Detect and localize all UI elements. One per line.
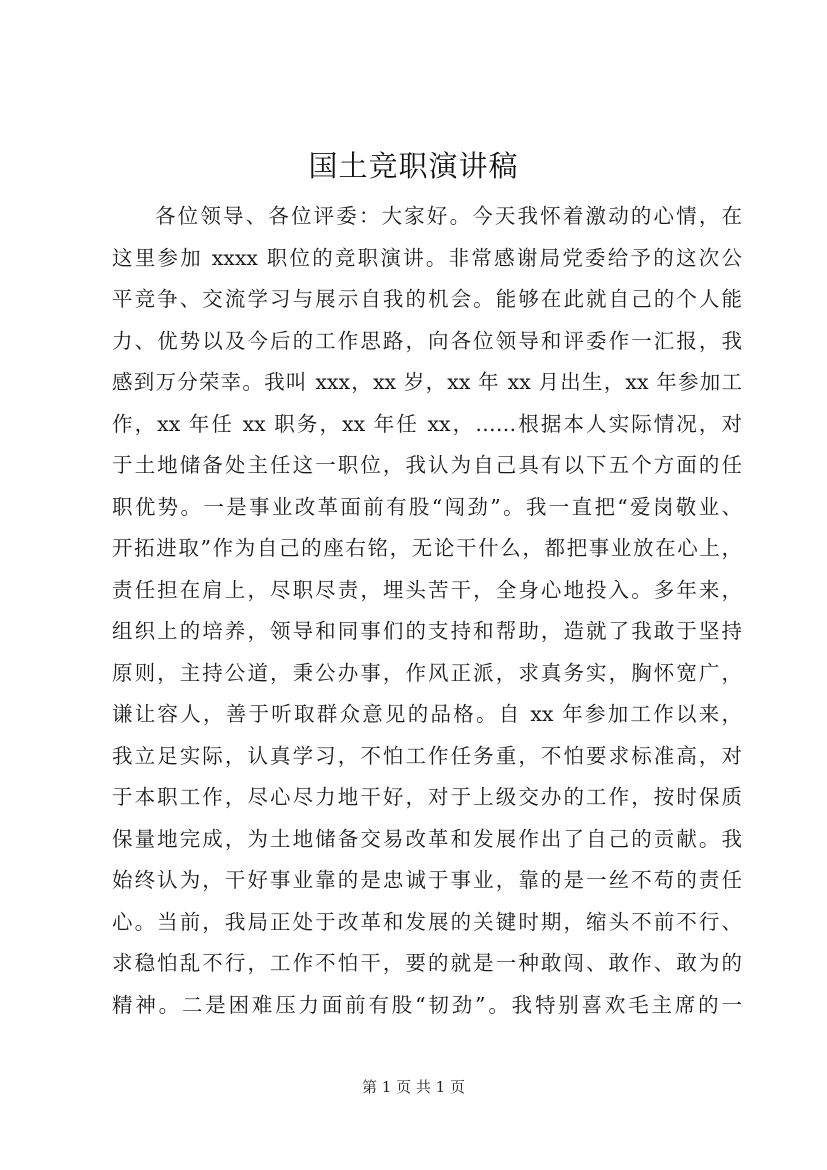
body-line: 各位领导、各位评委：大家好。今天我怀着激动的心情，在	[155, 204, 742, 228]
document-body	[112, 196, 742, 1026]
body-line: 感到万分荣幸。我叫 xxx，xx 岁，xx 年 xx 月出生，xx 年参加工	[112, 370, 742, 394]
body-line: 谦让容人，善于听取群众意见的品格。自 xx 年参加工作以来，	[112, 702, 742, 726]
body-line: 开拓进取”作为自己的座右铭，无论干什么，都把事业放在心上，	[112, 536, 742, 560]
body-line: 作，xx 年任 xx 职务，xx 年任 xx，……根据本人实际情况，对	[112, 411, 742, 436]
body-line: 职优势。一是事业改革面前有股“闯劲”。我一直把“爱岗敬业、	[112, 494, 742, 519]
body-line: 始终认为，干好事业靠的是忠诚于事业，靠的是一丝不苟的责任	[112, 868, 742, 892]
body-line: 于本职工作，尽心尽力地干好，对于上级交办的工作，按时保质	[112, 785, 742, 809]
body-line: 精神。二是困难压力面前有股“韧劲”。我特别喜欢毛主席的一	[112, 992, 742, 1017]
body-line: 保量地完成，为土地储备交易改革和发展作出了自己的贡献。我	[112, 826, 742, 851]
page-footer: 第 1 页 共 1 页	[362, 1078, 465, 1096]
body-line: 组织上的培养，领导和同事们的支持和帮助，造就了我敢于坚持	[112, 619, 742, 643]
body-line: 责任担在肩上，尽职尽责，埋头苦干，全身心地投入。多年来，	[112, 577, 742, 602]
body-line: 心。当前，我局正处于改革和发展的关键时期，缩头不前不行、	[112, 909, 742, 934]
body-line: 求稳怕乱不行，工作不怕干，要的就是一种敢闯、敢作、敢为的	[112, 951, 742, 975]
body-line: 原则，主持公道，秉公办事，作风正派，求真务实，胸怀宽广，	[112, 660, 742, 685]
body-line: 这里参加 xxxx 职位的竞职演讲。非常感谢局党委给予的这次公	[112, 245, 742, 270]
body-line: 于土地储备处主任这一职位，我认为自己具有以下五个方面的任	[112, 453, 742, 477]
body-line: 力、优势以及今后的工作思路，向各位领导和评委作一汇报，我	[112, 328, 742, 353]
document-title: 国土竞职演讲稿	[308, 149, 519, 183]
body-line: 我立足实际，认真学习，不怕工作任务重，不怕要求标准高，对	[112, 743, 742, 768]
body-line: 平竞争、交流学习与展示自我的机会。能够在此就自己的个人能	[112, 287, 742, 311]
